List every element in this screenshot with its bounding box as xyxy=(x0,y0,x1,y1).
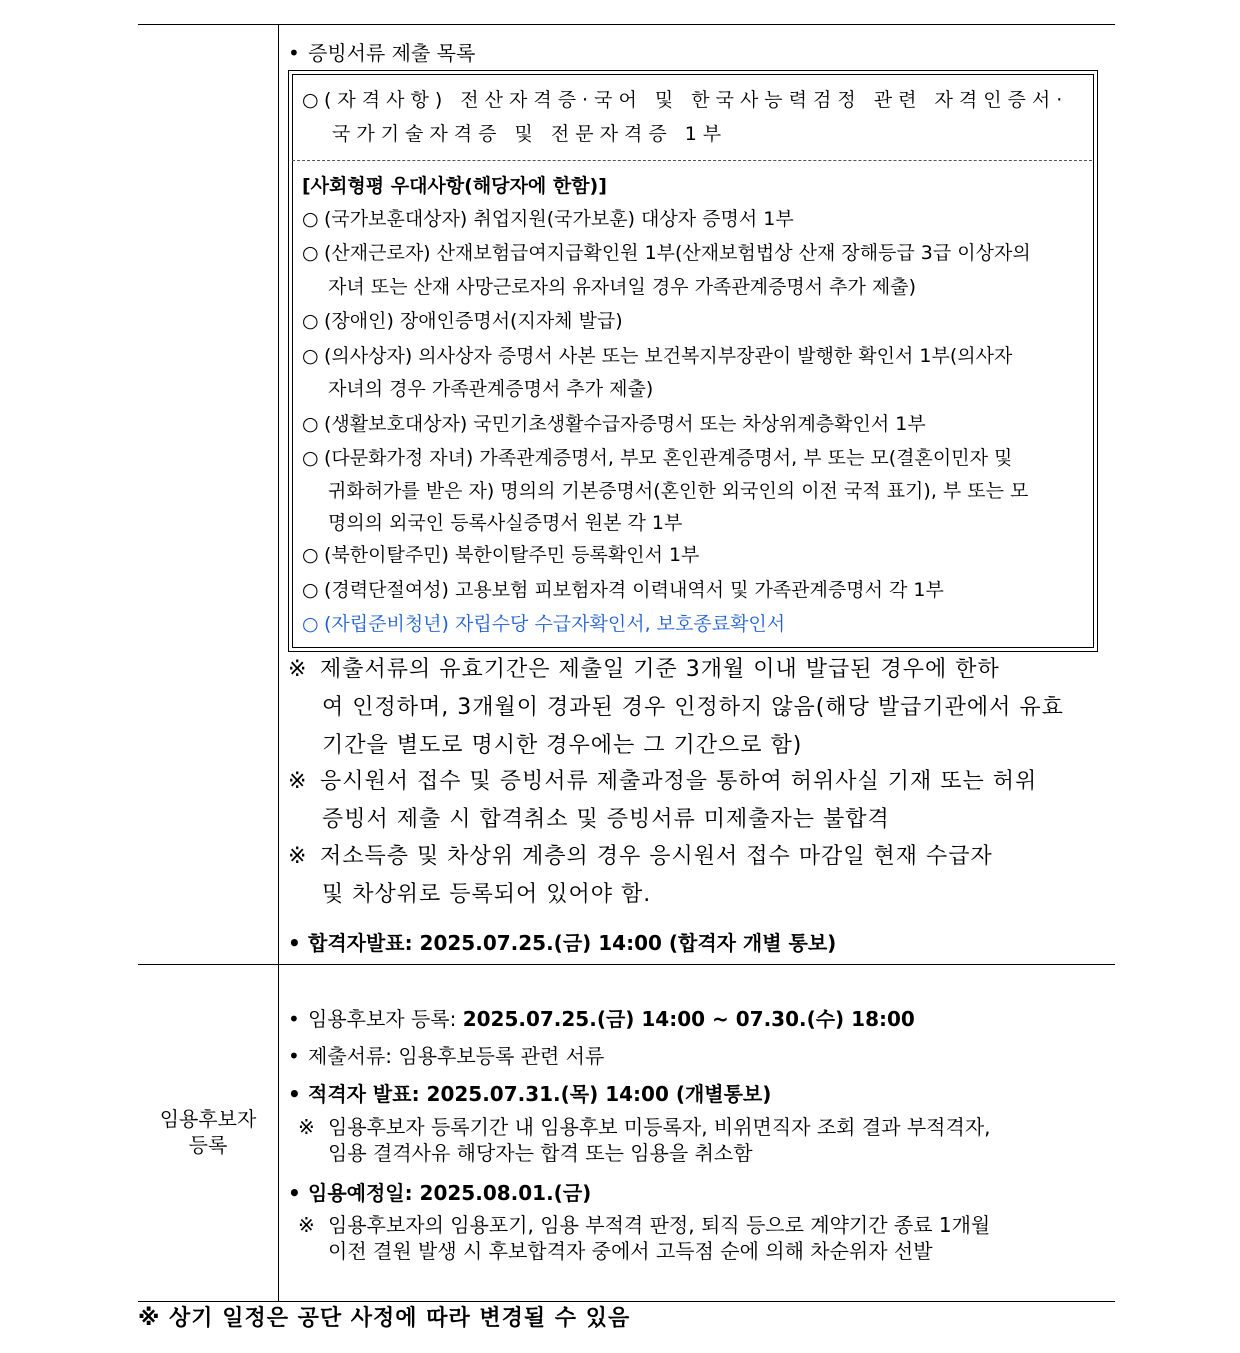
list-item-text: (산재근로자) 산재보험급여지급확인원 1부(산재보험법상 산재 장해등급 3급 이상자의 xyxy=(324,242,1031,264)
box-heading: [사회형평 우대사항(해당자에 한함)] xyxy=(302,175,607,197)
circle-icon: ○ xyxy=(302,310,319,332)
circle-icon: ○ xyxy=(302,208,319,230)
bullet-icon: • xyxy=(288,1044,300,1068)
reference-mark-icon: ※ xyxy=(288,769,308,794)
box-top-line2: 국가기술자격증 및 전문자격증 1부 xyxy=(332,123,728,145)
note-text: 제출서류의 유효기간은 제출일 기준 3개월 이내 발급된 경우에 한하 xyxy=(320,657,1000,682)
list-item-cont: 자녀 또는 산재 사망근로자의 유자녀일 경우 가족관계증명서 추가 제출) xyxy=(328,276,916,298)
table-bottom-border xyxy=(138,1301,1115,1302)
circle-icon: ○ xyxy=(302,579,319,601)
circle-icon: ○ xyxy=(302,447,319,469)
reference-mark-icon: ※ xyxy=(298,1115,315,1139)
note xyxy=(288,768,1037,796)
qualification-announcement xyxy=(288,1081,771,1107)
circle-icon: ○ xyxy=(302,544,319,566)
box-top-line1 xyxy=(302,88,1068,112)
registration-value: 2025.07.25.(금) 14:00 ~ 07.30.(수) 18:00 xyxy=(462,1007,915,1031)
list-item-text: (생활보호대상자) 국민기초생활수급자증명서 또는 차상위계층확인서 1부 xyxy=(324,413,926,435)
note-cont: 증빙서 제출 시 합격취소 및 증빙서류 미제출자는 불합격 xyxy=(322,807,890,832)
appointment-date xyxy=(288,1180,591,1206)
note xyxy=(288,656,1000,684)
footer-note: ※ 상기 일정은 공단 사정에 따라 변경될 수 있음 xyxy=(138,1306,631,1331)
list-item xyxy=(302,241,1031,265)
table-column-divider xyxy=(278,24,279,1301)
appointment-text: 임용예정일: 2025.08.01.(금) xyxy=(308,1181,592,1205)
bullet-icon: • xyxy=(288,1082,301,1106)
appointment-note xyxy=(298,1213,990,1238)
announcement xyxy=(288,930,836,956)
qualification-note-text: 임용후보자 등록기간 내 임용후보 미등록자, 비위면직자 조회 결과 부적격자, xyxy=(328,1115,991,1139)
list-item xyxy=(302,446,1012,470)
reference-mark-icon: ※ xyxy=(288,657,308,682)
note-cont: 기간을 별도로 명시한 경우에는 그 기간으로 함) xyxy=(322,733,803,758)
note-cont: 및 차상위로 등록되어 있어야 함. xyxy=(322,882,652,907)
registration-label: 임용후보자 등록: xyxy=(308,1007,463,1031)
list-item xyxy=(302,412,926,436)
appointment-note-text: 임용후보자의 임용포기, 임용 부적격 판정, 퇴직 등으로 계약기간 종료 1개월 xyxy=(328,1213,991,1237)
announcement-text: 합격자발표: 2025.07.25.(금) 14:00 (합격자 개별 통보) xyxy=(308,931,837,955)
note-text: 저소득층 및 차상위 계층의 경우 응시원서 접수 마감일 현재 수급자 xyxy=(320,844,993,869)
list-item-cont: 자녀의 경우 가족관계증명서 추가 제출) xyxy=(328,378,654,400)
list-item xyxy=(302,207,794,231)
circle-icon: ○ xyxy=(302,89,325,111)
circle-icon: ○ xyxy=(302,242,319,264)
list-item xyxy=(302,309,623,333)
appointment-note-cont: 이전 결원 발생 시 후보합격자 중에서 고득점 순에 의해 차순위자 선발 xyxy=(328,1239,933,1263)
row-label xyxy=(138,1106,278,1158)
documents-text: 제출서류: 임용후보등록 관련 서류 xyxy=(308,1044,605,1068)
circle-icon: ○ xyxy=(302,613,319,635)
list-item-text: (자립준비청년) 자립수당 수급자확인서, 보호종료확인서 xyxy=(324,613,786,635)
list-item-cont: 명의의 외국인 등록사실증명서 원본 각 1부 xyxy=(328,512,683,534)
list-item-text: (의사상자) 의사상자 증명서 사본 또는 보건복지부장관이 발행한 확인서 1부(의사자 xyxy=(324,345,1013,367)
list-item-text: (국가보훈대상자) 취업지원(국가보훈) 대상자 증명서 1부 xyxy=(324,208,794,230)
note-cont: 여 인정하며, 3개월이 경과된 경우 인정하지 않음(해당 발급기관에서 유효 xyxy=(322,695,1064,720)
list-item-text: (장애인) 장애인증명서(지자체 발급) xyxy=(324,310,623,332)
qualification-note-cont: 임용 결격사유 해당자는 합격 또는 임용을 취소함 xyxy=(328,1141,753,1165)
circle-icon: ○ xyxy=(302,413,319,435)
list-item-text: (북한이탈주민) 북한이탈주민 등록확인서 1부 xyxy=(324,544,700,566)
qualification-text: 적격자 발표: 2025.07.31.(목) 14:00 (개별통보) xyxy=(308,1082,772,1106)
row-label-line2: 등록 xyxy=(188,1133,228,1157)
list-item xyxy=(302,344,1012,368)
qualification-note xyxy=(298,1115,991,1140)
row-label-line1: 임용후보자 xyxy=(159,1107,257,1131)
reference-mark-icon: ※ xyxy=(298,1213,315,1237)
list-item-text: (경력단절여성) 고용보험 피보험자격 이력내역서 및 가족관계증명서 각 1부 xyxy=(324,579,944,601)
list-item xyxy=(302,543,699,567)
box-top-text1: (자격사항) 전산자격증·국어 및 한국사능력검정 관련 자격인증서· xyxy=(324,89,1069,111)
list-item-text: (다문화가정 자녀) 가족관계증명서, 부모 혼인관계증명서, 부 또는 모(결혼이민자 및 xyxy=(324,447,1013,469)
note xyxy=(288,843,993,871)
table-top-border xyxy=(138,24,1115,25)
bullet-icon: • xyxy=(288,1007,300,1031)
note-text: 응시원서 접수 및 증빙서류 제출과정을 통하여 허위사실 기재 또는 허위 xyxy=(320,769,1038,794)
registration-period xyxy=(288,1006,915,1032)
circle-icon: ○ xyxy=(302,345,319,367)
list-item-cont: 귀화허가를 받은 자) 명의의 기본증명서(혼인한 외국인의 이전 국적 표기), 부 또는 모 xyxy=(328,480,1029,502)
table-row-divider xyxy=(138,964,1115,965)
list-item-highlighted xyxy=(302,612,785,636)
reference-mark-icon: ※ xyxy=(288,844,308,869)
bullet-icon: • xyxy=(288,1181,301,1205)
list-item xyxy=(302,578,944,602)
box-divider xyxy=(292,160,1092,161)
section-title xyxy=(288,40,475,66)
section-title-text: 증빙서류 제출 목록 xyxy=(308,41,476,65)
bullet-icon: • xyxy=(288,41,300,65)
documents-item xyxy=(288,1043,604,1069)
bullet-icon: • xyxy=(288,931,301,955)
